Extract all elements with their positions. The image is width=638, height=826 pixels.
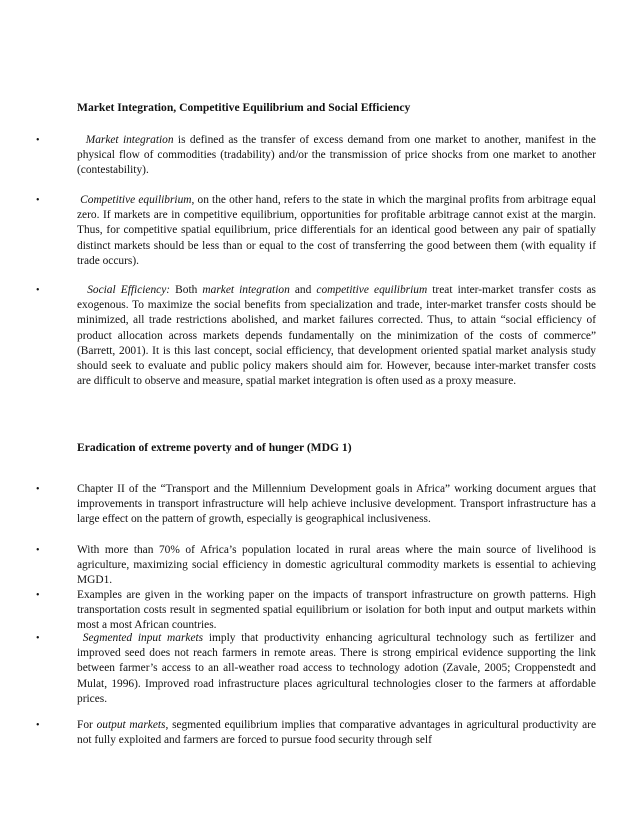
list-item <box>27 631 596 707</box>
paragraph-text: , segmented equilibrium implies that comparative advantages in agricultural productivity are not fully exploited and farmers are forced to pursue food security through self <box>77 719 597 747</box>
bullet-icon: • <box>36 633 40 644</box>
term-output-markets: output markets <box>96 719 166 731</box>
list-item <box>27 283 596 389</box>
paragraph-chapter-ii: Chapter II of the “Transport and the Millennium Development goals in Africa” working document argues that improvements in transport infrastructure will help achieve inclusive development. Transport infrastructure has a large effect on the pattern of growth, especially is geographical inclusiveness. <box>77 483 596 526</box>
term-market-integration-ref: market integration <box>202 284 290 296</box>
list-item <box>27 543 596 589</box>
paragraph-text: Both <box>170 284 203 296</box>
term-competitive-equilibrium: Competitive equilibrium <box>80 194 192 206</box>
bullet-icon: • <box>36 484 40 495</box>
section-heading-market-integration: Market Integration, Competitive Equilibrium and Social Efficiency <box>77 101 411 114</box>
bullet-icon: • <box>36 285 40 296</box>
list-item <box>27 133 596 179</box>
paragraph-social-efficiency <box>77 283 596 389</box>
paragraph-text: is defined as the transfer of excess demand from one market to another, manifest in the physical flow of commodities (tradability) and/or the transmission of price shocks from one market to another (contestability). <box>77 134 596 177</box>
paragraph-text: For <box>77 719 97 731</box>
section-heading-mdg1: Eradication of extreme poverty and of hunger (MDG 1) <box>77 441 352 454</box>
term-social-efficiency: Social Efficiency: <box>87 284 171 296</box>
bullet-icon: • <box>36 195 40 206</box>
bullet-icon: • <box>36 545 40 556</box>
paragraph-text: imply that productivity enhancing agricultural technology such as fertilizer and improved seed does not reach farmers in remote areas. There is strong empirical evidence supporting the link between farmer’s access to an all-weather road access to technology adotion (Zavale, 2005; Croppenstedt and Mulat, 1996). Improved road infrastructure places agricultural technologies closer to the farmers at affordable prices. <box>77 632 596 705</box>
paragraph-competitive-equilibrium <box>77 193 596 269</box>
paragraph-rural-population: With more than 70% of Africa’s population located in rural areas where the main source of livelihood is agriculture, maximizing social efficiency in domestic agricultural commodity markets is essential to achieving MGD1. <box>77 544 596 587</box>
list-item <box>27 482 596 528</box>
list-item <box>27 718 596 748</box>
list-item <box>27 588 596 634</box>
term-segmented-input-markets: Segmented input markets <box>82 632 204 644</box>
bullet-icon: • <box>36 720 40 731</box>
list-item <box>27 193 596 269</box>
paragraph-text: , on the other hand, refers to the state in which the marginal profits from arbitrage equal zero. If markets are in competitive equilibrium, opportunities for profitable arbitrage cannot exist at the margin. Thus, for competitive spatial equilibrium, price differentials for an identical good between any pair of spatially distinct markets should be less than or equal to the cost of transferring the good between them (with equality if trade occurs). <box>77 194 596 267</box>
paragraph-examples: Examples are given in the working paper on the impacts of transport infrastructure on growth patterns. High transportation costs result in segmented spatial equilibrium or isolation for both input and output markets within most a most African countries. <box>77 589 596 632</box>
paragraph-output-markets <box>77 718 596 748</box>
paragraph-text: treat inter-market transfer costs as exogenous. To maximize the social benefits from specialization and trade, inter-market transfer costs should be minimized, all trade restrictions abolished, and market failures corrected. Thus, to attain “social efficiency of product allocation across markets depends fundamentally on the minimization of the costs of commerce” (Barrett, 2001). It is this last concept, social efficiency, that development oriented spatial market analysis study should seek to evaluate and public policy makers should aim for. However, because inter-market transfer costs are difficult to observe and measure, spatial market integration is often used as a proxy measure. <box>77 284 596 388</box>
term-competitive-equilibrium-ref: competitive equilibrium <box>316 284 428 296</box>
bullet-icon: • <box>36 135 40 146</box>
bullet-icon: • <box>36 590 40 601</box>
paragraph-market-integration <box>77 133 596 179</box>
paragraph-segmented-input-markets <box>77 631 596 707</box>
term-market-integration: Market integration <box>85 134 174 146</box>
paragraph-text: and <box>289 284 317 296</box>
